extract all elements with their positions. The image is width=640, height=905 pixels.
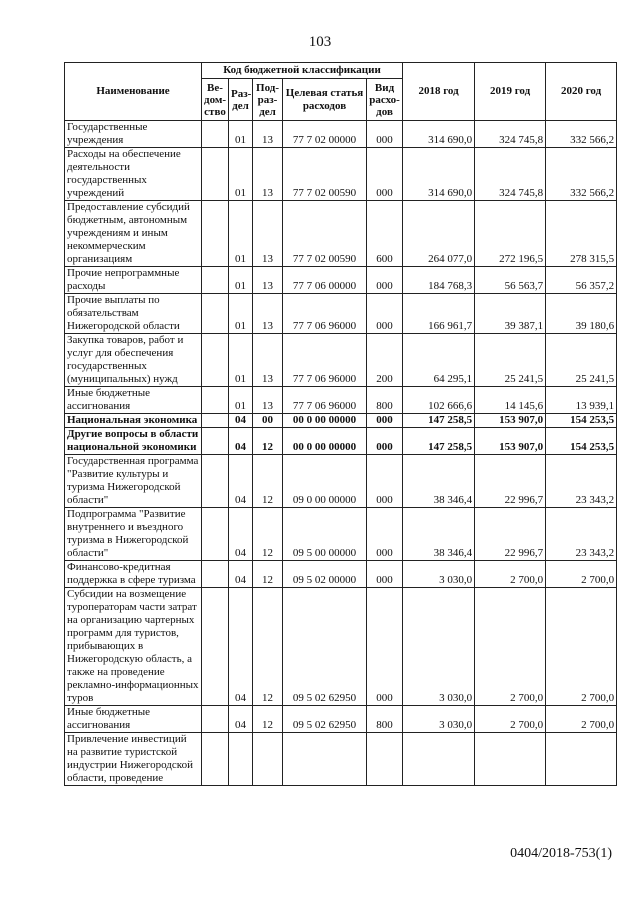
cell-target: [283, 733, 367, 786]
cell-target: 00 0 00 00000: [283, 428, 367, 455]
cell-type: 000: [367, 267, 403, 294]
cell-y2018: 147 258,5: [403, 414, 475, 428]
cell-sub: [253, 733, 283, 786]
cell-y2019: 2 700,0: [475, 561, 546, 588]
cell-y2020: 2 700,0: [546, 561, 617, 588]
cell-sec: 01: [229, 294, 253, 334]
cell-y2019: 324 745,8: [475, 121, 546, 148]
cell-y2020: 23 343,2: [546, 508, 617, 561]
cell-type: 000: [367, 121, 403, 148]
cell-y2020: 56 357,2: [546, 267, 617, 294]
cell-type: 000: [367, 508, 403, 561]
table-row: [65, 561, 617, 588]
cell-name: Другие вопросы в области национальной экономики: [65, 428, 202, 455]
cell-dept: [202, 428, 229, 455]
cell-y2019: 14 145,6: [475, 387, 546, 414]
cell-sub: 12: [253, 561, 283, 588]
cell-name: Государственная программа "Развитие культуры и туризма Нижегородской области": [65, 455, 202, 508]
cell-target: 09 5 02 62950: [283, 706, 367, 733]
cell-sec: 01: [229, 148, 253, 201]
document-code: 0404/2018-753(1): [510, 846, 612, 861]
table-row: [65, 334, 617, 387]
table-row: [65, 428, 617, 455]
cell-y2019: 153 907,0: [475, 414, 546, 428]
cell-y2020: [546, 733, 617, 786]
table-row: [65, 294, 617, 334]
cell-y2018: 3 030,0: [403, 706, 475, 733]
cell-name: Субсидии на возмещение туроператорам части затрат на организацию чартерных программ для туристов, прибывающих в Нижегородскую область, а также на проведение рекламно-информационных туров: [65, 588, 202, 706]
cell-target: 77 7 06 96000: [283, 294, 367, 334]
cell-target: 00 0 00 00000: [283, 414, 367, 428]
cell-type: 600: [367, 201, 403, 267]
cell-sec: 04: [229, 706, 253, 733]
cell-y2020: 332 566,2: [546, 121, 617, 148]
cell-type: 800: [367, 387, 403, 414]
cell-target: 77 7 02 00000: [283, 121, 367, 148]
table-row: [65, 201, 617, 267]
cell-sub: 13: [253, 387, 283, 414]
cell-name: Государственные учреждения: [65, 121, 202, 148]
cell-type: 000: [367, 428, 403, 455]
cell-y2018: 102 666,6: [403, 387, 475, 414]
cell-type: 000: [367, 148, 403, 201]
cell-y2019: 22 996,7: [475, 455, 546, 508]
table-body: [65, 121, 617, 786]
cell-sec: 04: [229, 508, 253, 561]
cell-sec: 04: [229, 588, 253, 706]
table-row: [65, 588, 617, 706]
table-row: [65, 121, 617, 148]
table-row: [65, 414, 617, 428]
cell-y2018: 184 768,3: [403, 267, 475, 294]
cell-y2020: 154 253,5: [546, 428, 617, 455]
cell-y2020: 154 253,5: [546, 414, 617, 428]
cell-y2018: 264 077,0: [403, 201, 475, 267]
cell-y2019: 25 241,5: [475, 334, 546, 387]
cell-target: 77 7 06 00000: [283, 267, 367, 294]
cell-sec: [229, 733, 253, 786]
cell-type: 000: [367, 588, 403, 706]
table-row: [65, 387, 617, 414]
cell-y2018: 3 030,0: [403, 561, 475, 588]
header-dept: Ве- дом- ство: [202, 79, 229, 121]
header-section: Раз- дел: [229, 79, 253, 121]
header-subsection: Под- раз- дел: [253, 79, 283, 121]
cell-dept: [202, 334, 229, 387]
table-row: [65, 267, 617, 294]
cell-name: Подпрограмма "Развитие внутреннего и въездного туризма в Нижегородской области": [65, 508, 202, 561]
header-code-group: Код бюджетной классификации: [202, 63, 403, 79]
cell-target: 77 7 02 00590: [283, 148, 367, 201]
cell-target: 77 7 02 00590: [283, 201, 367, 267]
table-row: [65, 733, 617, 786]
cell-type: 000: [367, 561, 403, 588]
cell-dept: [202, 561, 229, 588]
cell-y2019: 56 563,7: [475, 267, 546, 294]
cell-type: 000: [367, 455, 403, 508]
cell-name: Прочие непрограммные расходы: [65, 267, 202, 294]
cell-sub: 12: [253, 588, 283, 706]
cell-sec: 01: [229, 334, 253, 387]
cell-sub: 13: [253, 201, 283, 267]
cell-y2020: 25 241,5: [546, 334, 617, 387]
cell-name: Прочие выплаты по обязательствам Нижегородской области: [65, 294, 202, 334]
cell-name: Иные бюджетные ассигнования: [65, 706, 202, 733]
table-row: [65, 148, 617, 201]
cell-y2019: 272 196,5: [475, 201, 546, 267]
cell-y2020: 2 700,0: [546, 706, 617, 733]
cell-type: [367, 733, 403, 786]
cell-name: Закупка товаров, работ и услуг для обеспечения государственных (муниципальных) нужд: [65, 334, 202, 387]
cell-y2019: 2 700,0: [475, 706, 546, 733]
table-row: [65, 706, 617, 733]
cell-y2018: [403, 733, 475, 786]
cell-name: Финансово-кредитная поддержка в сфере туризма: [65, 561, 202, 588]
cell-y2018: 314 690,0: [403, 121, 475, 148]
cell-y2020: 39 180,6: [546, 294, 617, 334]
cell-sec: 01: [229, 121, 253, 148]
cell-dept: [202, 455, 229, 508]
cell-y2018: 147 258,5: [403, 428, 475, 455]
header-2019: 2019 год: [475, 63, 546, 121]
cell-sub: 13: [253, 334, 283, 387]
cell-target: 77 7 06 96000: [283, 334, 367, 387]
cell-dept: [202, 148, 229, 201]
cell-dept: [202, 508, 229, 561]
cell-target: 09 0 00 00000: [283, 455, 367, 508]
cell-dept: [202, 201, 229, 267]
cell-y2019: 39 387,1: [475, 294, 546, 334]
header-2020: 2020 год: [546, 63, 617, 121]
cell-y2018: 314 690,0: [403, 148, 475, 201]
cell-sec: 01: [229, 201, 253, 267]
cell-sub: 13: [253, 294, 283, 334]
cell-sub: 12: [253, 706, 283, 733]
cell-sub: 13: [253, 148, 283, 201]
header-name: Наименование: [65, 63, 202, 121]
cell-target: 09 5 02 00000: [283, 561, 367, 588]
cell-sub: 13: [253, 267, 283, 294]
cell-dept: [202, 706, 229, 733]
header-2018: 2018 год: [403, 63, 475, 121]
header-target: Целевая статья расходов: [283, 79, 367, 121]
cell-dept: [202, 387, 229, 414]
cell-y2019: 324 745,8: [475, 148, 546, 201]
cell-y2018: 38 346,4: [403, 455, 475, 508]
cell-dept: [202, 121, 229, 148]
cell-y2019: 2 700,0: [475, 588, 546, 706]
cell-y2020: 332 566,2: [546, 148, 617, 201]
cell-type: 200: [367, 334, 403, 387]
cell-sec: 04: [229, 455, 253, 508]
cell-name: Привлечение инвестиций на развитие туристской индустрии Нижегородской области, проведение: [65, 733, 202, 786]
cell-y2018: 38 346,4: [403, 508, 475, 561]
cell-sec: 04: [229, 561, 253, 588]
cell-dept: [202, 267, 229, 294]
cell-dept: [202, 294, 229, 334]
cell-dept: [202, 414, 229, 428]
cell-name: Иные бюджетные ассигнования: [65, 387, 202, 414]
cell-sec: 01: [229, 267, 253, 294]
table-row: [65, 455, 617, 508]
cell-name: Расходы на обеспечение деятельности государственных учреждений: [65, 148, 202, 201]
cell-name: Предоставление субсидий бюджетным, автономным учреждениям и иным некоммерческим организациям: [65, 201, 202, 267]
cell-sub: 13: [253, 121, 283, 148]
cell-sub: 12: [253, 428, 283, 455]
cell-sub: 12: [253, 455, 283, 508]
cell-y2020: 23 343,2: [546, 455, 617, 508]
cell-y2020: 278 315,5: [546, 201, 617, 267]
budget-table: [64, 62, 617, 786]
cell-type: 000: [367, 294, 403, 334]
cell-y2018: 3 030,0: [403, 588, 475, 706]
header-type: Вид расхо- дов: [367, 79, 403, 121]
cell-y2020: 2 700,0: [546, 588, 617, 706]
cell-sec: 04: [229, 414, 253, 428]
cell-sub: 12: [253, 508, 283, 561]
cell-type: 000: [367, 414, 403, 428]
cell-dept: [202, 588, 229, 706]
cell-name: Национальная экономика: [65, 414, 202, 428]
page-number: 103: [308, 34, 332, 50]
cell-type: 800: [367, 706, 403, 733]
cell-target: 77 7 06 96000: [283, 387, 367, 414]
table-row: [65, 508, 617, 561]
cell-y2018: 166 961,7: [403, 294, 475, 334]
cell-y2019: 153 907,0: [475, 428, 546, 455]
cell-sec: 04: [229, 428, 253, 455]
cell-target: 09 5 02 62950: [283, 588, 367, 706]
cell-y2018: 64 295,1: [403, 334, 475, 387]
cell-sec: 01: [229, 387, 253, 414]
cell-dept: [202, 733, 229, 786]
cell-target: 09 5 00 00000: [283, 508, 367, 561]
cell-y2019: [475, 733, 546, 786]
cell-y2019: 22 996,7: [475, 508, 546, 561]
cell-sub: 00: [253, 414, 283, 428]
cell-y2020: 13 939,1: [546, 387, 617, 414]
